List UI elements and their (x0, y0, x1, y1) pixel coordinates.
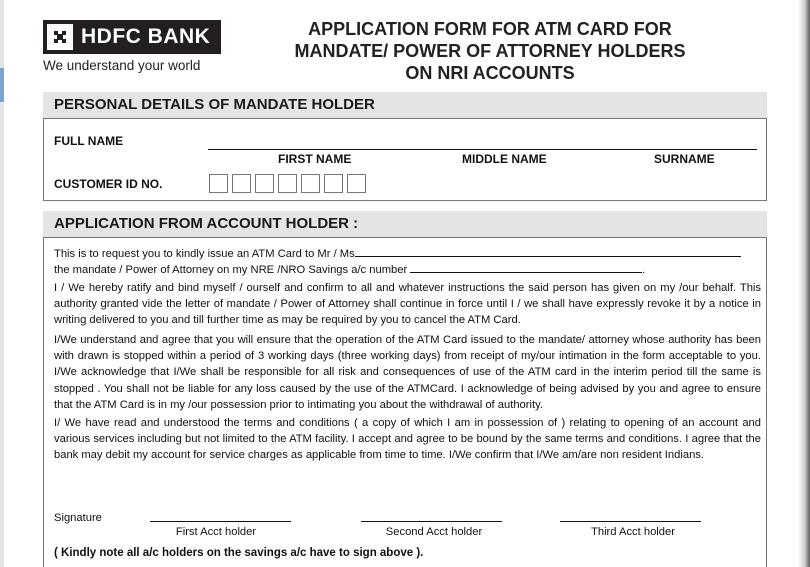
page-edge-shadow (798, 0, 810, 567)
full-name-field[interactable] (208, 140, 757, 150)
bank-name: HDFC BANK (81, 25, 211, 48)
bank-tagline: We understand your world (43, 58, 201, 73)
agreement-paragraph: I/We understand and agree that you will ensure that the operation of the ATM Card issued to the mandate/ attorney whose authority has been with drawn is stopped within a period of 3 working days (three working days) from receipt of my/our intimation in the form acceptable to you. I/We acknowledge that I/We shall be responsible for all risk and consequences of use of the ATM card in the interim period till the same is stopped . You shall not be liable for any loss caused by the use of the ATMCard. I acknowledge of being advised by you and agree to ensure that the ATM Card is in my /our possession prior to intimating you about the withdrawal of authority. (54, 334, 761, 411)
customer-id-digit-box[interactable] (324, 174, 343, 193)
terms-paragraph: I/ We have read and understood the terms and conditions ( a copy of which I am in possession of ) relating to opening of an account and various services including but not limited to the ATM facility. I accept and agree to be bound by the same terms and conditions. I agree that the bank may debit my account for service charges as applicable from time to time. I/We confirm that I/We am/are non resident Indians. (54, 417, 761, 462)
third-holder-caption: Third Acct holder (591, 526, 675, 538)
full-name-label: FULL NAME (54, 134, 124, 148)
third-holder-signature-line[interactable] (560, 521, 701, 522)
ratify-paragraph: I / We hereby ratify and bind myself / ourself and confirm to all and whatever instructions the said person has given on my /our behalf. This authority granted vide the letter of mandate / Power of Attorney shall continue in force until I / we shall have expressly revoke it by a notice in writing delivered to you and till further time as may be required by you to cancel the ATM Card. (54, 282, 761, 327)
second-holder-caption: Second Acct holder (385, 526, 483, 538)
mandate-holder-name-field[interactable] (355, 247, 741, 257)
request-line-1 (54, 246, 761, 262)
hdfc-bank-logo (43, 20, 221, 54)
customer-id-label: CUSTOMER ID NO. (54, 177, 163, 191)
first-holder-signature-line[interactable] (150, 521, 291, 522)
request-line-2-text: the mandate / Power of Attorney on my NRE /NRO Savings a/c number (54, 264, 408, 276)
request-line-2-end: . (642, 264, 646, 276)
customer-id-digit-box[interactable] (209, 174, 228, 193)
form-title (262, 18, 718, 84)
signature-label: Signature (54, 512, 102, 524)
customer-id-digit-box[interactable] (232, 174, 251, 193)
customer-id-digit-box[interactable] (255, 174, 274, 193)
form-title-line-1: APPLICATION FORM FOR ATM CARD FOR (308, 19, 672, 39)
form-title-line-2: MANDATE/ POWER OF ATTORNEY HOLDERS (294, 41, 686, 61)
first-holder-caption: First Acct holder (175, 526, 257, 538)
surname-label: SURNAME (654, 152, 715, 166)
hdfc-logo-mark-icon (47, 24, 73, 50)
application-heading: APPLICATION FROM ACCOUNT HOLDER : (43, 211, 767, 237)
personal-details-heading: PERSONAL DETAILS OF MANDATE HOLDER (43, 92, 767, 118)
form-title-line-3: ON NRI ACCOUNTS (405, 63, 575, 83)
customer-id-digit-box[interactable] (347, 174, 366, 193)
first-name-label: FIRST NAME (278, 152, 352, 166)
request-line-2 (54, 262, 761, 278)
customer-id-digit-box[interactable] (301, 174, 320, 193)
account-number-field[interactable] (410, 263, 642, 273)
request-line-1-text: This is to request you to kindly issue an ATM Card to Mr / Ms (54, 248, 355, 260)
middle-name-label: MIDDLE NAME (462, 152, 547, 166)
viewer-page-marker (0, 68, 4, 102)
second-holder-signature-line[interactable] (361, 521, 502, 522)
customer-id-digit-box[interactable] (278, 174, 297, 193)
signature-note: ( Kindly note all a/c holders on the savings a/c have to sign above ). (54, 547, 424, 559)
